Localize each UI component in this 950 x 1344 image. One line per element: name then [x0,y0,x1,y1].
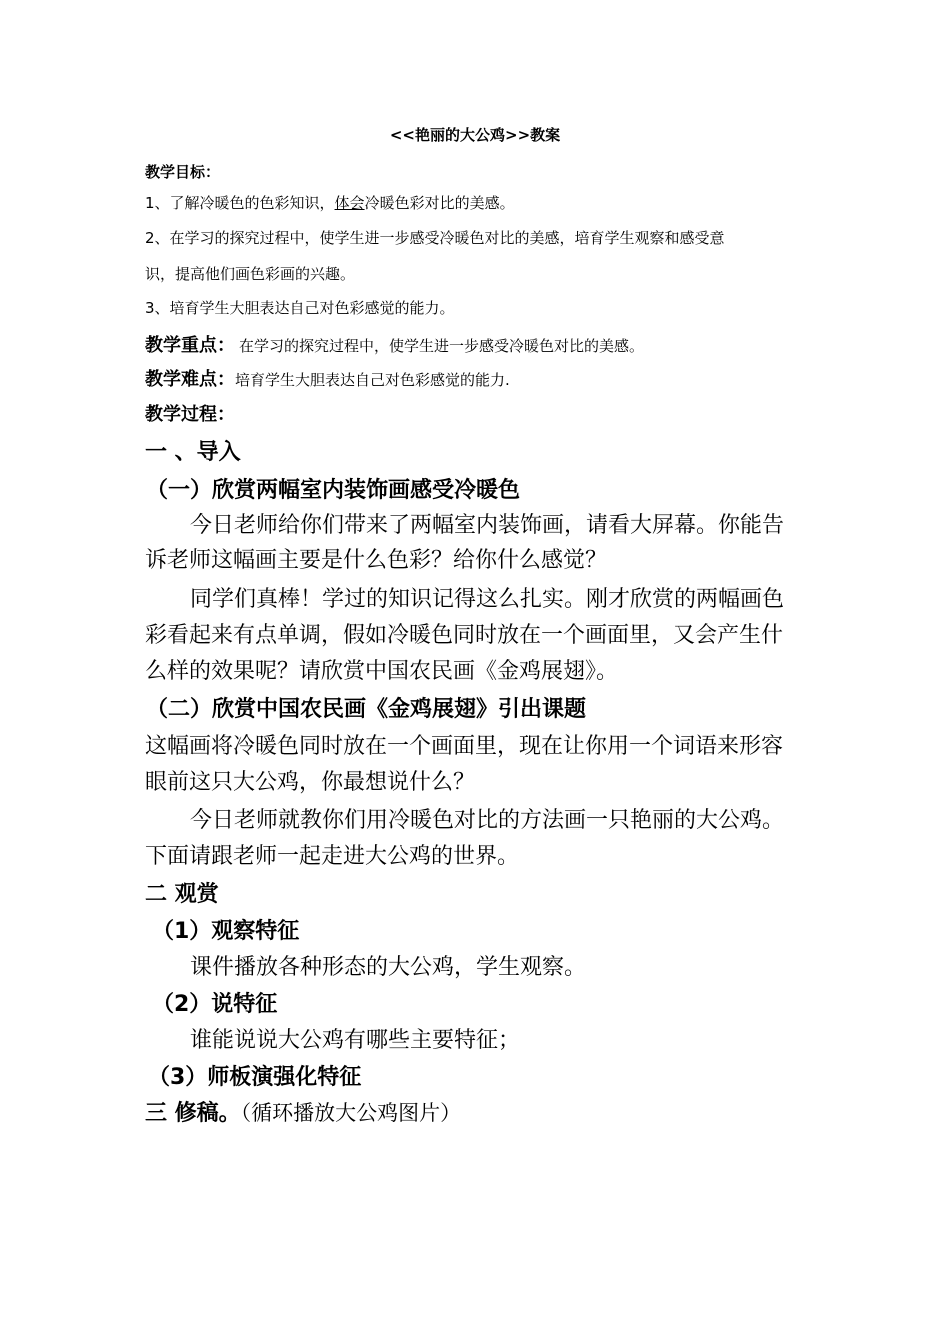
section-1-para-3-line-1: 这幅画将冷暖色同时放在一个画面里，现在让你用一个词语来形容 [145,734,784,759]
section-1-para-1-line-1: 今日老师给你们带来了两幅室内装饰画，请看大屏幕。你能告 [190,513,785,538]
section-1-para-2-line-3: 么样的效果呢？请欣赏中国农民画《金鸡展翅》。 [145,659,619,684]
section-1-para-3-line-2: 眼前这只大公鸡，你最想说什么？ [145,770,476,795]
section-1-sub-1-heading: （一）欣赏两幅室内装饰画感受冷暖色 [146,478,521,503]
section-1-heading: 一 、导入 [145,440,241,465]
section-2-item-2-heading: （2）说特征 [152,992,278,1017]
key-point-label: 教学重点： [145,335,235,356]
difficulty [145,371,510,389]
section-2-item-1-heading: （1）观察特征 [152,919,300,944]
objective-item-3: 3、培育学生大胆表达自己对色彩感觉的能力。 [145,299,455,317]
section-1-para-1-line-2: 诉老师这幅画主要是什么色彩？给你什么感觉？ [145,548,608,573]
objectives-heading: 教学目标： [145,163,221,181]
difficulty-text: 培育学生大胆表达自己对色彩感觉的能力. [235,371,510,389]
section-3-note: （循环播放大公鸡图片） [240,1101,462,1125]
section-1-para-2-line-1: 同学们真棒！学过的知识记得这么扎实。刚才欣赏的两幅画色 [190,587,785,612]
objective-item-1-underlined: 体会 [334,194,365,212]
key-point-text: 在学习的探究过程中，使学生进一步感受冷暖色对比的美感。 [239,337,645,355]
objective-item-1-prefix: 1、了解冷暖色的色彩知识， [145,194,335,212]
section-2-item-1-text: 课件播放各种形态的大公鸡，学生观察。 [190,955,587,980]
section-1-para-4-line-1: 今日老师就教你们用冷暖色对比的方法画一只艳丽的大公鸡。 [190,808,785,833]
section-3 [145,1103,461,1125]
section-2-item-3-heading: （3）师板演强化特征 [148,1065,362,1090]
objective-item-2-line-2: 识，提高他们画色彩画的兴趣。 [145,265,356,283]
section-1-sub-2-heading: （二）欣赏中国农民画《金鸡展翅》引出课题 [146,697,587,722]
section-2-heading: 二 观赏 [145,882,219,907]
difficulty-label: 教学难点： [145,369,235,390]
section-1-para-2-line-2: 彩看起来有点单调，假如冷暖色同时放在一个画面里，又会产生什 [145,623,784,648]
section-1-para-4-line-2: 下面请跟老师一起走进大公鸡的世界。 [145,844,520,869]
objective-item-1 [145,196,515,211]
key-point [145,337,644,355]
process-heading: 教学过程： [145,404,235,425]
section-3-heading: 三 修稿。 [145,1101,241,1126]
objective-item-1-suffix: 冷暖色彩对比的美感。 [364,194,515,212]
objective-item-2-line-1: 2、在学习的探究过程中，使学生进一步感受冷暖色对比的美感，培育学生观察和感受意 [145,229,725,247]
section-2-item-2-text: 谁能说说大公鸡有哪些主要特征； [190,1028,521,1053]
page-title: <<艳丽的大公鸡>>教案 [389,126,561,144]
